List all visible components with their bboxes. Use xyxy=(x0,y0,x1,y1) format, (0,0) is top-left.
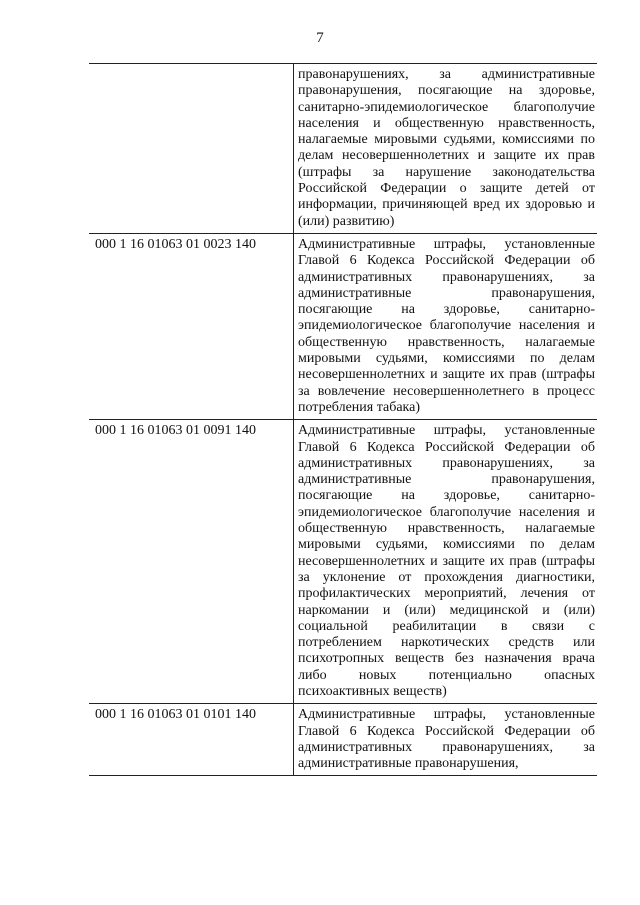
table-row xyxy=(89,704,597,776)
table-cell-description: Административные штрафы, установленные Главой 6 Кодекса Российской Федерации об административных правонарушениях, за административные правонарушения, xyxy=(294,704,598,776)
table-cell-code xyxy=(89,64,294,234)
table-cell-code: 000 1 16 01063 01 0023 140 xyxy=(89,233,294,419)
table-cell-description: Административные штрафы, установленные Главой 6 Кодекса Российской Федерации об административных правонарушениях, за административные правонарушения, посягающие на здоровье, санитарно-эпидемиологическое благополучие населения и общественную нравственность, налагаемые мировыми судьями, комиссиями по делам несовершеннолетних и защите их прав (штрафы за уклонение от прохождения диагностики, профилактических мероприятий, лечения от наркомании и (или) медицинской и (или) социальной реабилитации в связи с потреблением наркотических средств или психотропных веществ без назначения врача либо новых потенциально опасных психоактивных веществ) xyxy=(294,420,598,704)
page-number: 7 xyxy=(316,30,324,46)
table-cell-code: 000 1 16 01063 01 0101 140 xyxy=(89,704,294,776)
budget-classification-table xyxy=(89,63,597,776)
table-cell-description: Административные штрафы, установленные Главой 6 Кодекса Российской Федерации об административных правонарушениях, за административные правонарушения, посягающие на здоровье, санитарно-эпидемиологическое благополучие населения и общественную нравственность, налагаемые мировыми судьями, комиссиями по делам несовершеннолетних и защите их прав (штрафы за вовлечение несовершеннолетнего в процесс потребления табака) xyxy=(294,233,598,419)
table-row xyxy=(89,64,597,234)
table-row xyxy=(89,233,597,419)
table-row xyxy=(89,420,597,704)
table-cell-description: правонарушениях, за административные правонарушения, посягающие на здоровье, санитарно-эпидемиологическое благополучие населения и общественную нравственность, налагаемые мировыми судьями, комиссиями по делам несовершеннолетних и защите их прав (штрафы за нарушение законодательства Российской Федерации о защите детей от информации, причиняющей вред их здоровью и (или) развитию) xyxy=(294,64,598,234)
table-cell-code: 000 1 16 01063 01 0091 140 xyxy=(89,420,294,704)
